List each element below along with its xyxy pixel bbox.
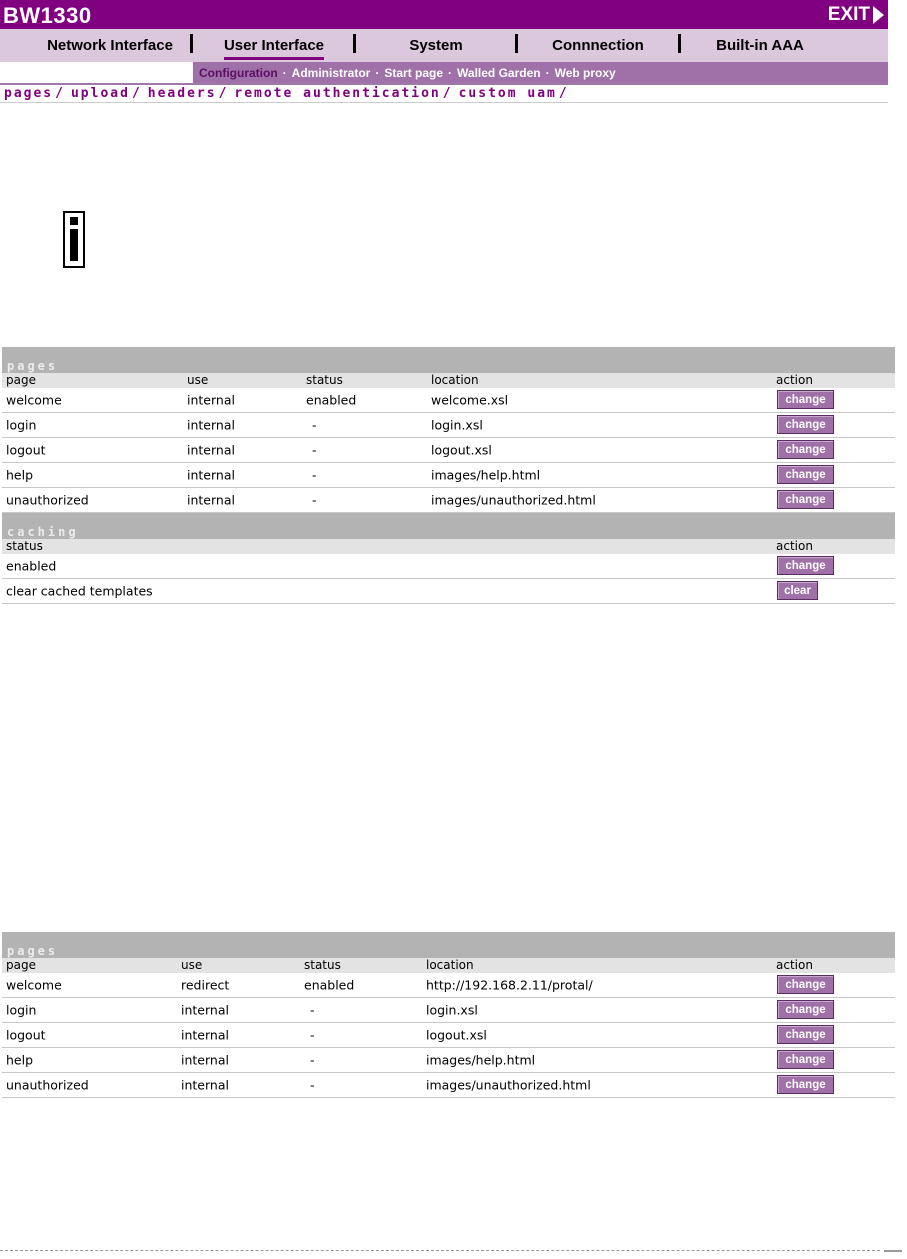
- change-button[interactable]: change: [777, 1050, 834, 1069]
- cell-use: internal: [181, 1027, 229, 1043]
- change-button[interactable]: change: [777, 440, 834, 459]
- section-title: caching: [7, 525, 79, 539]
- cell-use: internal: [187, 417, 235, 433]
- change-button[interactable]: change: [777, 390, 834, 409]
- exit-arrow-icon: [873, 6, 884, 24]
- cell-page: help: [6, 1052, 34, 1068]
- subnav-separator: ·: [545, 65, 550, 80]
- section-header: [2, 932, 895, 958]
- col-page: page: [6, 373, 36, 387]
- cell-location: http://192.168.2.11/protal/: [426, 977, 593, 993]
- breadcrumb: pages / upload / headers / remote authentication / custom uam /: [4, 86, 569, 101]
- change-button[interactable]: change: [777, 1075, 834, 1094]
- col-action: action: [776, 373, 813, 387]
- change-button[interactable]: change: [777, 465, 834, 484]
- tab-label: Built-in AAA: [716, 37, 804, 54]
- tab-user-interface[interactable]: [194, 29, 354, 62]
- info-icon: [63, 211, 85, 268]
- cell-page: welcome: [6, 392, 62, 408]
- cell-location: logout.xsl: [431, 442, 492, 458]
- cell-use: internal: [187, 467, 235, 483]
- pages-table: [2, 347, 895, 604]
- cell-page: unauthorized: [6, 492, 89, 508]
- tab-label: User Interface: [224, 37, 324, 60]
- col-location: location: [431, 373, 479, 387]
- app-title: BW1330: [3, 3, 92, 28]
- tab-system[interactable]: [356, 29, 516, 62]
- section-header: [2, 513, 895, 539]
- col-use: use: [187, 373, 209, 387]
- column-header-row: [2, 958, 895, 973]
- exit-label: EXIT: [827, 4, 870, 25]
- subnav-walled-garden[interactable]: Walled Garden: [457, 65, 541, 80]
- cell-page: logout: [6, 1027, 46, 1043]
- tab-label: Network Interface: [47, 37, 173, 54]
- cell-location: images/unauthorized.html: [431, 492, 596, 508]
- cell-use: internal: [181, 1077, 229, 1093]
- cell-status: -: [312, 492, 317, 508]
- link-pages[interactable]: pages: [4, 86, 54, 101]
- change-button[interactable]: change: [777, 490, 834, 509]
- title-bar: [0, 0, 888, 29]
- sub-navigation: [193, 62, 888, 83]
- section-header: [2, 347, 895, 373]
- link-remote-authentication[interactable]: remote authentication: [234, 86, 441, 101]
- cell-use: internal: [187, 492, 235, 508]
- subnav-separator: ·: [448, 65, 453, 80]
- subnav-separator: ·: [282, 65, 287, 80]
- cell-use: redirect: [181, 977, 230, 993]
- pages-table-redirect: [2, 932, 895, 1098]
- cell-status: -: [310, 1027, 315, 1043]
- table-row: [2, 998, 895, 1023]
- exit-button[interactable]: [828, 4, 884, 26]
- cell-page: help: [6, 467, 34, 483]
- cell-use: internal: [187, 442, 235, 458]
- footer-mark: [884, 1250, 902, 1252]
- tab-separator: [190, 34, 193, 53]
- cell-status: -: [310, 1052, 315, 1068]
- cell-page: login: [6, 1002, 37, 1018]
- tab-network-interface[interactable]: [30, 29, 190, 62]
- tab-label: System: [409, 37, 463, 54]
- cell-status: -: [312, 417, 317, 433]
- cell-page: unauthorized: [6, 1077, 89, 1093]
- table-row: [2, 1023, 895, 1048]
- cell-caching-status: enabled: [6, 558, 57, 574]
- table-row: [2, 554, 895, 579]
- cell-page: welcome: [6, 977, 62, 993]
- subnav-administrator[interactable]: Administrator: [291, 65, 371, 80]
- tab-connection[interactable]: [518, 29, 678, 62]
- cell-location: images/help.html: [431, 467, 541, 483]
- column-header-row: [2, 539, 895, 554]
- table-row: [2, 388, 895, 413]
- col-action: action: [776, 958, 813, 972]
- col-status: status: [306, 373, 343, 387]
- breadcrumb-divider: [0, 102, 888, 103]
- subnav-start-page[interactable]: Start page: [384, 65, 444, 80]
- link-upload[interactable]: upload: [70, 86, 130, 101]
- col-action: action: [776, 539, 813, 553]
- table-row: [2, 973, 895, 998]
- cell-page: logout: [6, 442, 46, 458]
- col-status: status: [6, 539, 43, 553]
- change-button[interactable]: change: [777, 1025, 834, 1044]
- change-button[interactable]: change: [777, 415, 834, 434]
- link-headers[interactable]: headers: [147, 86, 217, 101]
- cell-location: welcome.xsl: [431, 392, 509, 408]
- tab-built-in-aaa[interactable]: [681, 29, 839, 62]
- cell-status: -: [310, 1077, 315, 1093]
- subnav-separator: ·: [375, 65, 380, 80]
- cell-status: enabled: [304, 977, 355, 993]
- cell-status: -: [310, 1002, 315, 1018]
- change-button[interactable]: change: [777, 975, 834, 994]
- change-button[interactable]: change: [777, 556, 834, 575]
- cell-status: -: [312, 442, 317, 458]
- cell-page: login: [6, 417, 37, 433]
- cell-use: internal: [181, 1052, 229, 1068]
- col-location: location: [426, 958, 474, 972]
- main-tab-bar: [0, 29, 888, 62]
- cell-status: -: [312, 467, 317, 483]
- table-row: [2, 1073, 895, 1098]
- col-page: page: [6, 958, 36, 972]
- col-use: use: [181, 958, 203, 972]
- cell-location: logout.xsl: [426, 1027, 487, 1043]
- table-row: [2, 579, 895, 604]
- cell-location: login.xsl: [426, 1002, 478, 1018]
- subnav-configuration[interactable]: Configuration: [199, 65, 278, 80]
- cell-use: internal: [187, 392, 235, 408]
- table-row: [2, 438, 895, 463]
- cell-location: login.xsl: [431, 417, 483, 433]
- subnav-web-proxy[interactable]: Web proxy: [554, 65, 616, 80]
- footer-divider: [0, 1250, 880, 1251]
- section-title: pages: [7, 944, 59, 958]
- cell-location: images/unauthorized.html: [426, 1077, 591, 1093]
- table-row: [2, 1048, 895, 1073]
- table-row: [2, 488, 895, 513]
- table-row: [2, 413, 895, 438]
- clear-button[interactable]: clear: [777, 581, 818, 600]
- col-status: status: [304, 958, 341, 972]
- cell-status: enabled: [306, 392, 357, 408]
- cell-location: images/help.html: [426, 1052, 536, 1068]
- change-button[interactable]: change: [777, 1000, 834, 1019]
- link-custom-uam[interactable]: custom uam: [458, 86, 557, 101]
- table-row: [2, 463, 895, 488]
- tab-label: Connnection: [552, 37, 644, 54]
- cell-clear-templates: clear cached templates: [6, 583, 153, 599]
- column-header-row: [2, 373, 895, 388]
- cell-use: internal: [181, 1002, 229, 1018]
- section-title: pages: [7, 359, 59, 373]
